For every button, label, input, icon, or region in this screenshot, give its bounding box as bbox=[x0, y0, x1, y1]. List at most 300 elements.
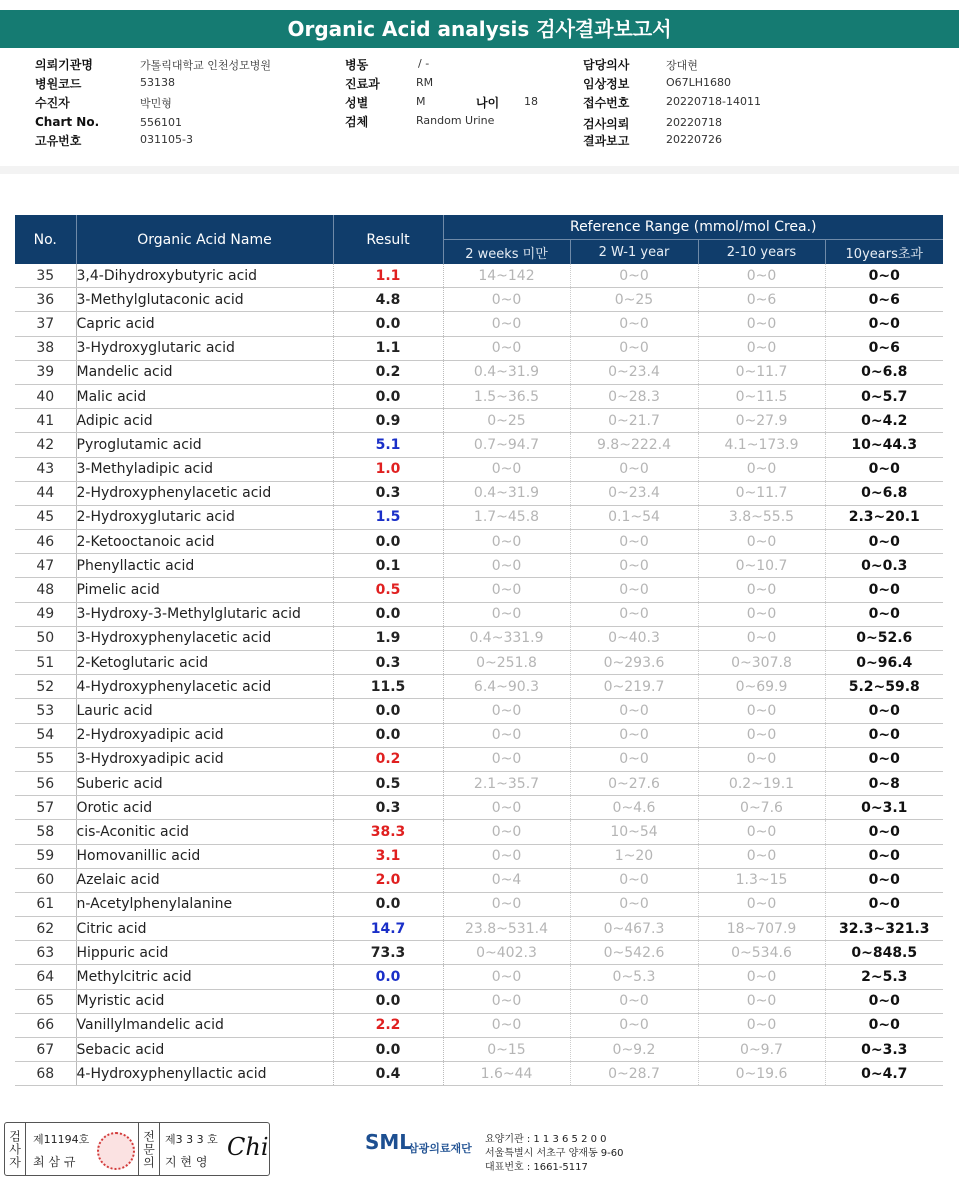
header-sub-2-10y: 2-10 years bbox=[698, 240, 825, 265]
row-no: 44 bbox=[15, 481, 76, 505]
row-ref-2w-1y: 0~542.6 bbox=[570, 941, 698, 965]
row-no: 60 bbox=[15, 868, 76, 892]
org-address: 서울특별시 서초구 양재동 9-60 bbox=[485, 1148, 624, 1159]
table-row bbox=[15, 409, 943, 433]
row-ref-2weeks: 0~0 bbox=[443, 747, 570, 771]
row-ref-2w-1y: 0~0 bbox=[570, 868, 698, 892]
label-ward: 병동 bbox=[345, 58, 369, 72]
row-no: 45 bbox=[15, 505, 76, 529]
row-no: 61 bbox=[15, 892, 76, 916]
row-acid-name: 2-Hydroxyphenylacetic acid bbox=[76, 481, 333, 505]
row-ref-2w-1y: 0~0 bbox=[570, 578, 698, 602]
row-ref-10y-over: 0~4.2 bbox=[825, 409, 943, 433]
row-no: 41 bbox=[15, 409, 76, 433]
table-row bbox=[15, 602, 943, 626]
row-result: 0.0 bbox=[333, 384, 443, 408]
row-ref-2w-1y: 0~28.7 bbox=[570, 1062, 698, 1086]
row-ref-10y-over: 0~8 bbox=[825, 771, 943, 795]
row-acid-name: Citric acid bbox=[76, 917, 333, 941]
row-ref-2weeks: 0~0 bbox=[443, 457, 570, 481]
row-ref-2weeks: 0~0 bbox=[443, 336, 570, 360]
row-acid-name: Lauric acid bbox=[76, 699, 333, 723]
divider-band bbox=[0, 166, 959, 174]
row-acid-name: 3-Hydroxyglutaric acid bbox=[76, 336, 333, 360]
row-ref-2w-1y: 0~21.7 bbox=[570, 409, 698, 433]
header-reference-range: Reference Range (mmol/mol Crea.) bbox=[443, 215, 943, 240]
label-hospital-code: 병원코드 bbox=[35, 77, 82, 91]
row-result: 3.1 bbox=[333, 844, 443, 868]
row-ref-2weeks: 0~0 bbox=[443, 796, 570, 820]
row-ref-2-10y: 0~69.9 bbox=[698, 675, 825, 699]
row-no: 59 bbox=[15, 844, 76, 868]
row-acid-name: Sebacic acid bbox=[76, 1038, 333, 1062]
row-no: 67 bbox=[15, 1038, 76, 1062]
row-ref-10y-over: 0~0.3 bbox=[825, 554, 943, 578]
row-no: 51 bbox=[15, 651, 76, 675]
row-ref-10y-over: 0~3.1 bbox=[825, 796, 943, 820]
row-ref-2-10y: 0~0 bbox=[698, 336, 825, 360]
value-receipt-no: 20220718-14011 bbox=[666, 95, 761, 108]
header-sub-2weeks: 2 weeks 미만 bbox=[443, 240, 570, 265]
row-acid-name: Suberic acid bbox=[76, 771, 333, 795]
row-ref-2-10y: 0~11.7 bbox=[698, 481, 825, 505]
row-no: 53 bbox=[15, 699, 76, 723]
tester-name: 최 삼 규 bbox=[33, 1155, 76, 1169]
row-ref-2w-1y: 0~0 bbox=[570, 699, 698, 723]
row-ref-2-10y: 0~0 bbox=[698, 965, 825, 989]
row-no: 68 bbox=[15, 1062, 76, 1086]
row-acid-name: 3-Hydroxyphenylacetic acid bbox=[76, 626, 333, 650]
row-ref-2w-1y: 0~25 bbox=[570, 288, 698, 312]
row-result: 0.0 bbox=[333, 723, 443, 747]
header-name: Organic Acid Name bbox=[76, 215, 333, 264]
header-result: Result bbox=[333, 215, 443, 264]
org-institution-code: 요양기관 : 1 1 3 6 5 2 0 0 bbox=[485, 1134, 607, 1145]
value-requesting-institution: 가톨릭대학교 인천성모병원 bbox=[140, 59, 272, 72]
row-no: 64 bbox=[15, 965, 76, 989]
row-no: 58 bbox=[15, 820, 76, 844]
row-ref-2w-1y: 0~0 bbox=[570, 892, 698, 916]
label-clinical-info: 임상정보 bbox=[583, 77, 630, 91]
row-ref-2weeks: 0~0 bbox=[443, 699, 570, 723]
row-ref-2-10y: 3.8~55.5 bbox=[698, 505, 825, 529]
row-ref-2weeks: 14~142 bbox=[443, 264, 570, 288]
row-ref-10y-over: 0~5.7 bbox=[825, 384, 943, 408]
row-ref-10y-over: 0~0 bbox=[825, 820, 943, 844]
row-ref-10y-over: 32.3~321.3 bbox=[825, 917, 943, 941]
row-ref-10y-over: 0~4.7 bbox=[825, 1062, 943, 1086]
table-row bbox=[15, 868, 943, 892]
row-ref-2weeks: 0~0 bbox=[443, 530, 570, 554]
table-row bbox=[15, 844, 943, 868]
row-no: 49 bbox=[15, 602, 76, 626]
row-acid-name: n-Acetylphenylalanine bbox=[76, 892, 333, 916]
label-requesting-institution: 의뢰기관명 bbox=[35, 58, 93, 72]
row-ref-2weeks: 0.7~94.7 bbox=[443, 433, 570, 457]
row-result: 0.0 bbox=[333, 965, 443, 989]
row-ref-2-10y: 0~27.9 bbox=[698, 409, 825, 433]
row-acid-name: Phenyllactic acid bbox=[76, 554, 333, 578]
row-ref-10y-over: 0~0 bbox=[825, 844, 943, 868]
row-no: 55 bbox=[15, 747, 76, 771]
value-sex: M bbox=[416, 95, 426, 108]
row-ref-2-10y: 0~0 bbox=[698, 989, 825, 1013]
row-result: 11.5 bbox=[333, 675, 443, 699]
value-patient: 박민형 bbox=[140, 97, 172, 110]
row-ref-10y-over: 0~0 bbox=[825, 723, 943, 747]
row-ref-10y-over: 0~0 bbox=[825, 602, 943, 626]
row-ref-2weeks: 0.4~31.9 bbox=[443, 360, 570, 384]
table-row bbox=[15, 336, 943, 360]
row-ref-2-10y: 0~0 bbox=[698, 844, 825, 868]
header-sub-10y-over: 10years초과 bbox=[825, 240, 943, 265]
row-acid-name: 4-Hydroxyphenylacetic acid bbox=[76, 675, 333, 699]
row-ref-2weeks: 0~0 bbox=[443, 602, 570, 626]
row-result: 0.0 bbox=[333, 892, 443, 916]
row-result: 0.0 bbox=[333, 312, 443, 336]
row-acid-name: Pyroglutamic acid bbox=[76, 433, 333, 457]
row-ref-2w-1y: 0~0 bbox=[570, 602, 698, 626]
specialist-license-no: 제3 3 3 호 bbox=[165, 1133, 218, 1146]
table-row bbox=[15, 530, 943, 554]
row-ref-2-10y: 0~307.8 bbox=[698, 651, 825, 675]
row-acid-name: Malic acid bbox=[76, 384, 333, 408]
table-row bbox=[15, 457, 943, 481]
label-department: 진료과 bbox=[345, 77, 380, 91]
row-result: 0.0 bbox=[333, 530, 443, 554]
row-acid-name: 2-Ketooctanoic acid bbox=[76, 530, 333, 554]
row-ref-2w-1y: 0~0 bbox=[570, 312, 698, 336]
label-result-report: 결과보고 bbox=[583, 134, 630, 148]
row-ref-2weeks: 0~25 bbox=[443, 409, 570, 433]
row-ref-2weeks: 0~15 bbox=[443, 1038, 570, 1062]
row-acid-name: Orotic acid bbox=[76, 796, 333, 820]
row-ref-2weeks: 0~402.3 bbox=[443, 941, 570, 965]
row-ref-2-10y: 0~0 bbox=[698, 312, 825, 336]
sml-logo: SML bbox=[365, 1130, 413, 1154]
row-acid-name: Adipic acid bbox=[76, 409, 333, 433]
row-ref-2-10y: 0~0 bbox=[698, 530, 825, 554]
table-row bbox=[15, 288, 943, 312]
row-ref-10y-over: 0~0 bbox=[825, 530, 943, 554]
table-row bbox=[15, 917, 943, 941]
row-acid-name: Vanillylmandelic acid bbox=[76, 1013, 333, 1037]
row-ref-2-10y: 0~11.5 bbox=[698, 384, 825, 408]
row-ref-2w-1y: 0~9.2 bbox=[570, 1038, 698, 1062]
row-ref-10y-over: 0~0 bbox=[825, 747, 943, 771]
table-row bbox=[15, 312, 943, 336]
table-row bbox=[15, 626, 943, 650]
row-result: 0.0 bbox=[333, 989, 443, 1013]
row-no: 35 bbox=[15, 264, 76, 288]
label-chart-no: Chart No. bbox=[35, 115, 100, 129]
row-ref-2-10y: 18~707.9 bbox=[698, 917, 825, 941]
value-age: 18 bbox=[524, 95, 538, 108]
row-no: 65 bbox=[15, 989, 76, 1013]
row-ref-2weeks: 6.4~90.3 bbox=[443, 675, 570, 699]
patient-info-section bbox=[0, 48, 959, 167]
table-row bbox=[15, 989, 943, 1013]
row-acid-name: Capric acid bbox=[76, 312, 333, 336]
row-ref-2w-1y: 0~40.3 bbox=[570, 626, 698, 650]
row-no: 37 bbox=[15, 312, 76, 336]
label-specimen: 검체 bbox=[345, 115, 369, 129]
table-row bbox=[15, 965, 943, 989]
row-result: 2.2 bbox=[333, 1013, 443, 1037]
row-result: 1.1 bbox=[333, 264, 443, 288]
row-no: 42 bbox=[15, 433, 76, 457]
row-ref-2weeks: 2.1~35.7 bbox=[443, 771, 570, 795]
row-acid-name: Pimelic acid bbox=[76, 578, 333, 602]
row-ref-10y-over: 0~0 bbox=[825, 312, 943, 336]
row-ref-2-10y: 0~19.6 bbox=[698, 1062, 825, 1086]
value-unique-no: 031105-3 bbox=[140, 133, 193, 146]
row-ref-2weeks: 0~0 bbox=[443, 820, 570, 844]
row-ref-2w-1y: 0~219.7 bbox=[570, 675, 698, 699]
row-ref-10y-over: 0~52.6 bbox=[825, 626, 943, 650]
table-row bbox=[15, 360, 943, 384]
row-ref-2weeks: 1.6~44 bbox=[443, 1062, 570, 1086]
row-result: 1.0 bbox=[333, 457, 443, 481]
value-result-report: 20220726 bbox=[666, 133, 722, 146]
row-result: 0.0 bbox=[333, 602, 443, 626]
row-acid-name: 3,4-Dihydroxybutyric acid bbox=[76, 264, 333, 288]
row-ref-2-10y: 0~534.6 bbox=[698, 941, 825, 965]
results-table bbox=[15, 215, 943, 1086]
row-ref-2w-1y: 0~27.6 bbox=[570, 771, 698, 795]
value-specimen: Random Urine bbox=[416, 114, 495, 127]
label-receipt-no: 접수번호 bbox=[583, 96, 630, 110]
row-ref-2w-1y: 9.8~222.4 bbox=[570, 433, 698, 457]
row-no: 40 bbox=[15, 384, 76, 408]
table-row bbox=[15, 699, 943, 723]
table-row bbox=[15, 505, 943, 529]
row-ref-2weeks: 23.8~531.4 bbox=[443, 917, 570, 941]
row-acid-name: 3-Methyladipic acid bbox=[76, 457, 333, 481]
row-ref-2w-1y: 10~54 bbox=[570, 820, 698, 844]
results-body bbox=[15, 264, 943, 1086]
row-no: 50 bbox=[15, 626, 76, 650]
label-specialist: 전문의 bbox=[138, 1123, 160, 1175]
row-acid-name: 3-Methylglutaconic acid bbox=[76, 288, 333, 312]
row-ref-2-10y: 0~0 bbox=[698, 578, 825, 602]
row-ref-2w-1y: 0.1~54 bbox=[570, 505, 698, 529]
row-result: 0.0 bbox=[333, 699, 443, 723]
row-ref-2weeks: 0~0 bbox=[443, 965, 570, 989]
row-ref-2-10y: 0~0 bbox=[698, 747, 825, 771]
row-ref-10y-over: 0~3.3 bbox=[825, 1038, 943, 1062]
row-ref-2weeks: 0~4 bbox=[443, 868, 570, 892]
row-ref-2w-1y: 0~467.3 bbox=[570, 917, 698, 941]
signature-icon: Chi bbox=[227, 1133, 269, 1161]
signature-box bbox=[4, 1122, 270, 1176]
table-row bbox=[15, 771, 943, 795]
row-ref-2w-1y: 0~28.3 bbox=[570, 384, 698, 408]
row-result: 0.2 bbox=[333, 747, 443, 771]
row-ref-2-10y: 1.3~15 bbox=[698, 868, 825, 892]
report-title: Organic Acid analysis 검사결과보고서 bbox=[0, 10, 959, 48]
row-ref-2weeks: 0~0 bbox=[443, 892, 570, 916]
row-ref-2-10y: 0~11.7 bbox=[698, 360, 825, 384]
row-no: 54 bbox=[15, 723, 76, 747]
row-ref-2-10y: 0~0 bbox=[698, 602, 825, 626]
row-ref-2weeks: 0~0 bbox=[443, 288, 570, 312]
organization-name: 삼광의료재단 bbox=[408, 1142, 472, 1155]
row-acid-name: 3-Hydroxy-3-Methylglutaric acid bbox=[76, 602, 333, 626]
row-ref-2w-1y: 0~23.4 bbox=[570, 481, 698, 505]
table-row bbox=[15, 941, 943, 965]
row-ref-2-10y: 0~0 bbox=[698, 1013, 825, 1037]
table-row bbox=[15, 820, 943, 844]
row-no: 57 bbox=[15, 796, 76, 820]
row-ref-10y-over: 0~0 bbox=[825, 699, 943, 723]
row-no: 48 bbox=[15, 578, 76, 602]
row-ref-2w-1y: 0~0 bbox=[570, 530, 698, 554]
row-no: 66 bbox=[15, 1013, 76, 1037]
row-acid-name: 2-Ketoglutaric acid bbox=[76, 651, 333, 675]
row-ref-10y-over: 0~0 bbox=[825, 457, 943, 481]
row-result: 0.3 bbox=[333, 651, 443, 675]
row-ref-2weeks: 0~0 bbox=[443, 312, 570, 336]
table-row bbox=[15, 554, 943, 578]
label-test-request: 검사의뢰 bbox=[583, 117, 630, 131]
row-ref-2-10y: 0~0 bbox=[698, 264, 825, 288]
row-result: 0.3 bbox=[333, 481, 443, 505]
row-ref-2weeks: 0~0 bbox=[443, 554, 570, 578]
row-ref-2weeks: 0.4~31.9 bbox=[443, 481, 570, 505]
value-department: RM bbox=[416, 76, 434, 89]
row-ref-2-10y: 4.1~173.9 bbox=[698, 433, 825, 457]
row-ref-2weeks: 0~0 bbox=[443, 578, 570, 602]
row-ref-2-10y: 0~0 bbox=[698, 699, 825, 723]
row-ref-10y-over: 5.2~59.8 bbox=[825, 675, 943, 699]
row-result: 38.3 bbox=[333, 820, 443, 844]
row-ref-2-10y: 0~0 bbox=[698, 723, 825, 747]
row-ref-10y-over: 0~0 bbox=[825, 578, 943, 602]
row-ref-2-10y: 0~0 bbox=[698, 626, 825, 650]
row-ref-10y-over: 10~44.3 bbox=[825, 433, 943, 457]
table-row bbox=[15, 578, 943, 602]
value-clinical-info: O67LH1680 bbox=[666, 76, 732, 89]
row-no: 36 bbox=[15, 288, 76, 312]
row-result: 1.1 bbox=[333, 336, 443, 360]
row-acid-name: Azelaic acid bbox=[76, 868, 333, 892]
row-ref-10y-over: 0~6 bbox=[825, 288, 943, 312]
row-result: 0.4 bbox=[333, 1062, 443, 1086]
value-chart-no: 556101 bbox=[140, 116, 182, 129]
row-ref-2w-1y: 0~0 bbox=[570, 747, 698, 771]
value-hospital-code: 53138 bbox=[140, 76, 175, 89]
value-ward: / - bbox=[418, 57, 430, 70]
table-row bbox=[15, 796, 943, 820]
label-unique-no: 고유번호 bbox=[35, 134, 82, 148]
label-age: 나이 bbox=[476, 96, 500, 110]
table-row bbox=[15, 1038, 943, 1062]
row-acid-name: Hippuric acid bbox=[76, 941, 333, 965]
row-ref-2w-1y: 0~4.6 bbox=[570, 796, 698, 820]
row-ref-10y-over: 0~0 bbox=[825, 868, 943, 892]
row-ref-2w-1y: 1~20 bbox=[570, 844, 698, 868]
row-ref-2weeks: 0~251.8 bbox=[443, 651, 570, 675]
seal-icon bbox=[97, 1132, 135, 1170]
row-ref-10y-over: 0~6.8 bbox=[825, 481, 943, 505]
table-row bbox=[15, 1062, 943, 1086]
row-acid-name: 3-Hydroxyadipic acid bbox=[76, 747, 333, 771]
row-result: 0.5 bbox=[333, 771, 443, 795]
row-acid-name: 2-Hydroxyadipic acid bbox=[76, 723, 333, 747]
row-acid-name: 4-Hydroxyphenyllactic acid bbox=[76, 1062, 333, 1086]
row-result: 73.3 bbox=[333, 941, 443, 965]
row-ref-2weeks: 0~0 bbox=[443, 1013, 570, 1037]
label-tester: 검사자 bbox=[5, 1123, 26, 1175]
row-ref-10y-over: 0~848.5 bbox=[825, 941, 943, 965]
row-ref-2-10y: 0~0 bbox=[698, 892, 825, 916]
label-patient: 수진자 bbox=[35, 96, 70, 110]
row-ref-2weeks: 1.5~36.5 bbox=[443, 384, 570, 408]
row-no: 46 bbox=[15, 530, 76, 554]
row-ref-2-10y: 0~7.6 bbox=[698, 796, 825, 820]
row-ref-2-10y: 0~10.7 bbox=[698, 554, 825, 578]
row-ref-2w-1y: 0~0 bbox=[570, 989, 698, 1013]
row-result: 1.9 bbox=[333, 626, 443, 650]
table-row bbox=[15, 747, 943, 771]
row-result: 0.9 bbox=[333, 409, 443, 433]
row-no: 52 bbox=[15, 675, 76, 699]
specialist-name: 지 현 영 bbox=[165, 1155, 208, 1169]
row-result: 0.2 bbox=[333, 360, 443, 384]
row-acid-name: Mandelic acid bbox=[76, 360, 333, 384]
row-no: 62 bbox=[15, 917, 76, 941]
row-ref-2w-1y: 0~0 bbox=[570, 457, 698, 481]
label-sex: 성별 bbox=[345, 96, 369, 110]
row-ref-2-10y: 0~0 bbox=[698, 457, 825, 481]
row-no: 47 bbox=[15, 554, 76, 578]
row-result: 0.5 bbox=[333, 578, 443, 602]
row-no: 43 bbox=[15, 457, 76, 481]
row-ref-2-10y: 0~6 bbox=[698, 288, 825, 312]
label-physician: 담당의사 bbox=[583, 58, 630, 72]
row-ref-10y-over: 2~5.3 bbox=[825, 965, 943, 989]
table-row bbox=[15, 384, 943, 408]
row-acid-name: Homovanillic acid bbox=[76, 844, 333, 868]
row-no: 56 bbox=[15, 771, 76, 795]
table-row bbox=[15, 675, 943, 699]
row-ref-10y-over: 0~6.8 bbox=[825, 360, 943, 384]
table-row bbox=[15, 1013, 943, 1037]
row-acid-name: cis-Aconitic acid bbox=[76, 820, 333, 844]
org-phone: 대표번호 : 1661-5117 bbox=[485, 1162, 588, 1173]
row-ref-2w-1y: 0~293.6 bbox=[570, 651, 698, 675]
header-no: No. bbox=[15, 215, 76, 264]
row-ref-2-10y: 0~0 bbox=[698, 820, 825, 844]
value-test-request: 20220718 bbox=[666, 116, 722, 129]
tester-license-no: 제11194호 bbox=[33, 1133, 90, 1146]
row-ref-2-10y: 0.2~19.1 bbox=[698, 771, 825, 795]
table-row bbox=[15, 651, 943, 675]
row-ref-10y-over: 0~0 bbox=[825, 989, 943, 1013]
row-result: 14.7 bbox=[333, 917, 443, 941]
row-ref-10y-over: 2.3~20.1 bbox=[825, 505, 943, 529]
row-ref-2w-1y: 0~0 bbox=[570, 723, 698, 747]
row-result: 5.1 bbox=[333, 433, 443, 457]
table-row bbox=[15, 892, 943, 916]
row-ref-2w-1y: 0~0 bbox=[570, 554, 698, 578]
row-acid-name: Myristic acid bbox=[76, 989, 333, 1013]
row-ref-2weeks: 0~0 bbox=[443, 844, 570, 868]
row-ref-2weeks: 0.4~331.9 bbox=[443, 626, 570, 650]
value-physician: 장대현 bbox=[666, 59, 698, 72]
row-no: 38 bbox=[15, 336, 76, 360]
